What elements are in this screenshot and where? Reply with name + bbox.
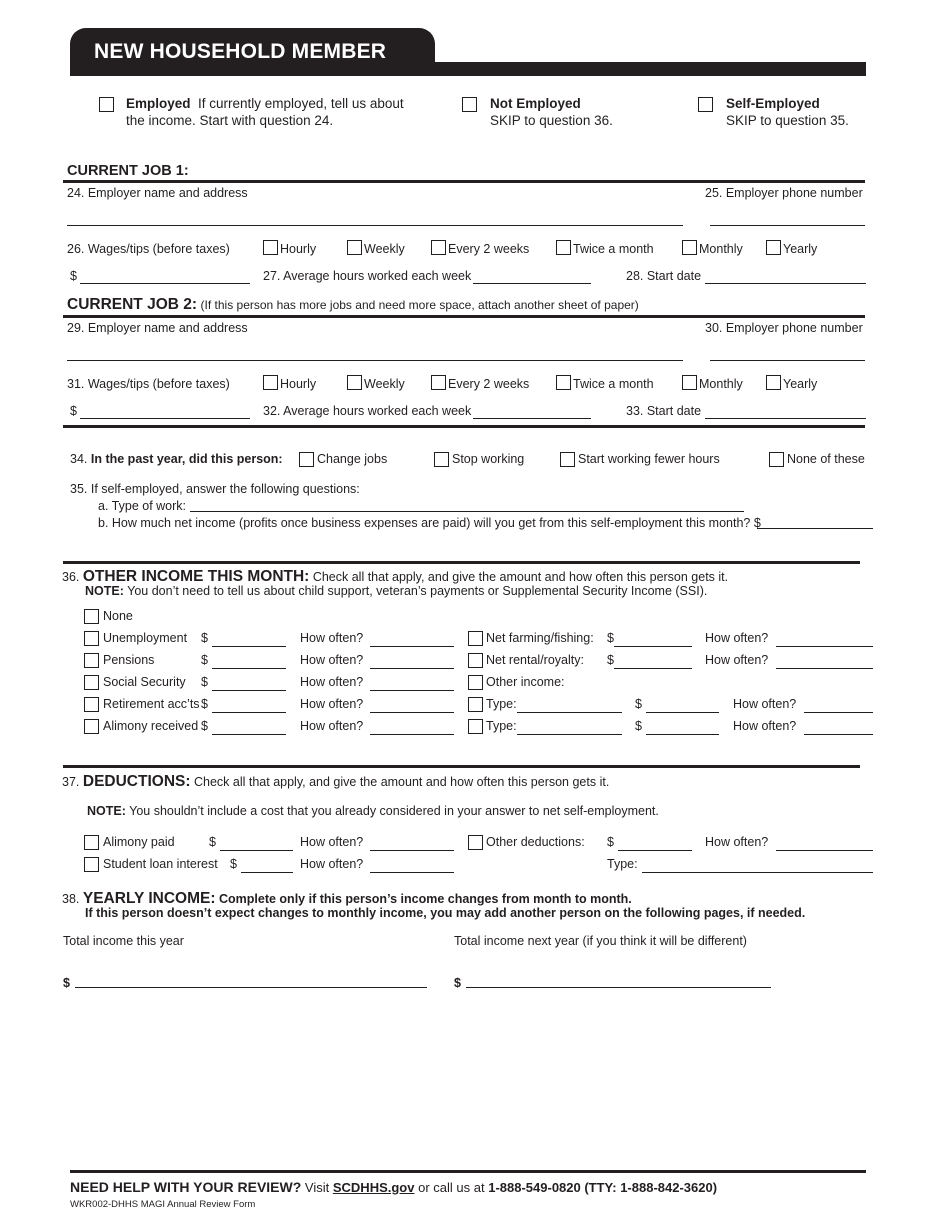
job2-phone-input[interactable] (710, 360, 865, 361)
job2-bottom-rule (63, 425, 865, 428)
footer-visit: Visit (304, 1180, 330, 1195)
q36-social-security-dollar: $ (201, 675, 208, 689)
job1-rule (63, 180, 865, 183)
q36-unemployment-how-often-label: How often? (300, 631, 364, 645)
q38-next-year-label: Total income next year (if you think it will be different) (454, 934, 747, 948)
q36-alimony-received-dollar: $ (201, 719, 208, 733)
q36-alimony-received-amount-input[interactable] (212, 734, 286, 735)
job2-twice-a-month-checkbox[interactable] (556, 375, 571, 390)
q34-label: In the past year, did this person: (90, 452, 283, 466)
q36-num: 36. (62, 570, 80, 584)
q37-student-loan-checkbox[interactable] (84, 857, 99, 872)
job2-wages-input[interactable] (80, 418, 250, 419)
q36-alimony-received-label: Alimony received (103, 719, 199, 733)
q36-net-farming-checkbox[interactable] (468, 631, 483, 646)
footer-help-title: NEED HELP WITH YOUR REVIEW? (70, 1179, 302, 1195)
job2-yearly-checkbox[interactable] (766, 375, 781, 390)
q34-none-label: None of these (787, 452, 865, 466)
q36-other-income-checkbox[interactable] (468, 675, 483, 690)
q36-none-checkbox[interactable] (84, 609, 99, 624)
q37-type-label: Type: (607, 857, 638, 871)
q36-type-1-how-often-input[interactable] (804, 712, 873, 713)
q38-num: 38. (62, 892, 80, 906)
job2-phone-label: 30. Employer phone number (705, 321, 863, 335)
q36-rule (63, 561, 860, 564)
job2-twice-a-month-label: Twice a month (573, 377, 654, 391)
q37-note (87, 804, 659, 819)
job2-title: CURRENT JOB 2: (67, 296, 198, 313)
q36-type-2-how-often-input[interactable] (804, 734, 873, 735)
job2-weekly-label: Weekly (364, 377, 405, 391)
q38-next-year-dollar: $ (454, 976, 461, 990)
job2-employer-input[interactable] (67, 360, 683, 361)
job2-heading (67, 296, 639, 315)
q36-net-farming-amount-input[interactable] (614, 646, 692, 647)
q36-pensions-how-often-input[interactable] (370, 668, 454, 669)
q36-type-2-checkbox[interactable] (468, 719, 483, 734)
q36-unemployment-dollar: $ (201, 631, 208, 645)
q37-rule (63, 765, 860, 768)
q36-type-1-input[interactable] (517, 712, 622, 713)
q36-pensions-dollar: $ (201, 653, 208, 667)
job1-employer-input[interactable] (67, 225, 683, 226)
job1-monthly-checkbox[interactable] (682, 240, 697, 255)
q36-pensions-label: Pensions (103, 653, 155, 667)
q36-type-1-amount-input[interactable] (646, 712, 719, 713)
q36-net-farming-how-often-input[interactable] (776, 646, 873, 647)
q36-net-rental-amount-input[interactable] (614, 668, 692, 669)
self-employed-checkbox[interactable] (698, 97, 713, 112)
q36-social-security-how-often-label: How often? (300, 675, 364, 689)
q36-net-rental-checkbox[interactable] (468, 653, 483, 668)
q37-alimony-checkbox[interactable] (84, 835, 99, 850)
footer-call: or call us at (418, 1180, 485, 1195)
q36-title: OTHER INCOME THIS MONTH: (82, 568, 310, 585)
q38-this-year-input[interactable] (75, 987, 427, 988)
footer-rule (70, 1170, 866, 1173)
q36-retirement-checkbox[interactable] (84, 697, 99, 712)
q36-none-label: None (103, 609, 133, 623)
q36-alimony-received-how-often-input[interactable] (370, 734, 454, 735)
q35a-type-of-work-input[interactable] (190, 511, 744, 512)
q36-alimony-received-checkbox[interactable] (84, 719, 99, 734)
job1-yearly-label: Yearly (783, 242, 818, 256)
q37-student-loan-amount-input[interactable] (241, 872, 293, 873)
job1-weekly-label: Weekly (364, 242, 405, 256)
q37-note-text: You shouldn’t include a cost that you already considered in your answer to net self-employment. (129, 804, 659, 818)
q37-other-how-often-input[interactable] (776, 850, 873, 851)
job1-hourly-checkbox[interactable] (263, 240, 278, 255)
job2-yearly-label: Yearly (783, 377, 818, 391)
q36-net-rental-dollar: $ (607, 653, 614, 667)
header-bar (70, 62, 866, 76)
q36-type-2-amount-input[interactable] (646, 734, 719, 735)
job1-twice-a-month-label: Twice a month (573, 242, 654, 256)
job2-start-input[interactable] (705, 418, 866, 419)
q37-student-loan-how-often-input[interactable] (370, 872, 454, 873)
q35a-label: a. Type of work: (98, 499, 187, 513)
q36-pensions-how-often-label: How often? (300, 653, 364, 667)
q37-type-input[interactable] (642, 872, 873, 873)
q37-alimony-label: Alimony paid (103, 835, 175, 849)
q36-type-2-label: Type: (486, 719, 517, 733)
q36-type-1-how-often-label: How often? (733, 697, 797, 711)
page-title: NEW HOUSEHOLD MEMBER (94, 40, 387, 63)
q38-line2: If this person doesn’t expect changes to monthly income, you may add another person on the following pages, if needed. (85, 906, 806, 920)
q34-change-jobs-checkbox[interactable] (299, 452, 314, 467)
job2-hours-label: 32. Average hours worked each week (263, 404, 472, 418)
job1-dollar-sign: $ (70, 269, 77, 283)
job2-monthly-checkbox[interactable] (682, 375, 697, 390)
q37-num: 37. (62, 775, 80, 789)
q34-none-checkbox[interactable] (769, 452, 784, 467)
footer-form-id: WKR002-DHHS MAGI Annual Review Form (70, 1199, 256, 1210)
job2-hours-input[interactable] (473, 418, 591, 419)
q36-net-farming-dollar: $ (607, 631, 614, 645)
q36-retirement-how-often-label: How often? (300, 697, 364, 711)
employed-checkbox[interactable] (99, 97, 114, 112)
q36-net-rental-how-often-input[interactable] (776, 668, 873, 669)
q38-this-year-dollar: $ (63, 976, 70, 990)
job1-every-2-weeks-checkbox[interactable] (431, 240, 446, 255)
q36-note (85, 584, 707, 599)
employed-option (126, 96, 404, 112)
q36-retirement-how-often-input[interactable] (370, 712, 454, 713)
q37-alimony-how-often-input[interactable] (370, 850, 454, 851)
q36-unemployment-label: Unemployment (103, 631, 188, 645)
footer-phone: 1-888-549-0820 (TTY: 1-888-842-3620) (488, 1180, 718, 1195)
q37-other-how-often-label: How often? (705, 835, 769, 849)
self-employed-text: SKIP to question 35. (726, 113, 849, 128)
job1-every-2-weeks-label: Every 2 weeks (448, 242, 530, 256)
job1-monthly-label: Monthly (699, 242, 743, 256)
job1-hourly-label: Hourly (280, 242, 317, 256)
job2-every-2-weeks-checkbox[interactable] (431, 375, 446, 390)
job1-phone-label: 25. Employer phone number (705, 186, 863, 200)
q34-fewer-hours-label: Start working fewer hours (578, 452, 720, 466)
job1-twice-a-month-checkbox[interactable] (556, 240, 571, 255)
job2-start-label: 33. Start date (626, 404, 702, 418)
employed-text: If currently employed, tell us about (198, 96, 404, 111)
job2-rule (63, 315, 865, 318)
q38-line1: Complete only if this person’s income changes from month to month. (219, 892, 632, 906)
q36-type-2-input[interactable] (517, 734, 622, 735)
not-employed-label: Not Employed (490, 96, 581, 111)
q37-alimony-how-often-label: How often? (300, 835, 364, 849)
not-employed-checkbox[interactable] (462, 97, 477, 112)
q34-stop-working-checkbox[interactable] (434, 452, 449, 467)
q36-retirement-dollar: $ (201, 697, 208, 711)
job1-employer-label: 24. Employer name and address (67, 186, 248, 200)
job1-hours-label: 27. Average hours worked each week (263, 269, 472, 283)
q37-alimony-amount-input[interactable] (220, 850, 293, 851)
job1-hours-input[interactable] (473, 283, 591, 284)
employed-label: Employed (126, 96, 191, 111)
q36-alimony-received-how-often-label: How often? (300, 719, 364, 733)
not-employed-text: SKIP to question 36. (490, 113, 613, 128)
q36-unemployment-amount-input[interactable] (212, 646, 286, 647)
q36-type-1-label: Type: (486, 697, 517, 711)
self-employed-label: Self-Employed (726, 96, 820, 111)
q37-student-loan-dollar: $ (230, 857, 237, 871)
q38-this-year-label: Total income this year (63, 934, 184, 948)
employed-text-2: the income. Start with question 24. (126, 113, 334, 128)
q34-num: 34. (70, 452, 88, 466)
q36-unemployment-checkbox[interactable] (84, 631, 99, 646)
q38-next-year-input[interactable] (466, 987, 771, 988)
q36-note-text: You don’t need to tell us about child support, veteran’s payments or Supplemental Security Income (SSI). (127, 584, 708, 598)
q35b-net-income-input[interactable] (757, 528, 873, 529)
q36-net-rental-label: Net rental/royalty: (486, 653, 584, 667)
q36-type-2-how-often-label: How often? (733, 719, 797, 733)
q34-fewer-hours-checkbox[interactable] (560, 452, 575, 467)
job2-wages-label: 31. Wages/tips (before taxes) (67, 377, 230, 391)
q36-net-farming-how-often-label: How often? (705, 631, 769, 645)
job1-yearly-checkbox[interactable] (766, 240, 781, 255)
q35-label: 35. If self-employed, answer the following questions: (70, 482, 360, 496)
q36-social-security-checkbox[interactable] (84, 675, 99, 690)
q36-type-2-dollar: $ (635, 719, 642, 733)
q37-desc: Check all that apply, and give the amount and how often this person gets it. (194, 775, 610, 789)
job2-weekly-checkbox[interactable] (347, 375, 362, 390)
q36-social-security-label: Social Security (103, 675, 186, 689)
q36-social-security-amount-input[interactable] (212, 690, 286, 691)
q36-net-farming-label: Net farming/fishing: (486, 631, 594, 645)
q36-unemployment-how-often-input[interactable] (370, 646, 454, 647)
q34-stop-working-label: Stop working (452, 452, 525, 466)
job1-start-input[interactable] (705, 283, 866, 284)
q37-title: DEDUCTIONS: (82, 773, 191, 790)
q36-pensions-checkbox[interactable] (84, 653, 99, 668)
q37-other-checkbox[interactable] (468, 835, 483, 850)
footer-site-link[interactable]: SCDHHS.gov (332, 1180, 415, 1195)
job2-dollar-sign: $ (70, 404, 77, 418)
q36-retirement-label: Retirement acc’ts (103, 697, 200, 711)
job2-hourly-checkbox[interactable] (263, 375, 278, 390)
job2-hourly-label: Hourly (280, 377, 317, 391)
q34-question (70, 452, 283, 467)
q36-pensions-amount-input[interactable] (212, 668, 286, 669)
q35b-label: b. How much net income (profits once business expenses are paid) will you get from this self-employment this month? $ (98, 516, 761, 530)
job1-weekly-checkbox[interactable] (347, 240, 362, 255)
q37-alimony-dollar: $ (209, 835, 216, 849)
q36-social-security-how-often-input[interactable] (370, 690, 454, 691)
job2-employer-label: 29. Employer name and address (67, 321, 248, 335)
job2-every-2-weeks-label: Every 2 weeks (448, 377, 530, 391)
job2-monthly-label: Monthly (699, 377, 743, 391)
job1-start-label: 28. Start date (626, 269, 702, 283)
job2-title-note: (If this person has more jobs and need more space, attach another sheet of paper) (200, 298, 639, 312)
q38-title: YEARLY INCOME: (82, 890, 216, 907)
q37-student-loan-label: Student loan interest (103, 857, 218, 871)
job1-wages-input[interactable] (80, 283, 250, 284)
job1-title: CURRENT JOB 1: (67, 163, 189, 179)
q37-heading (62, 773, 609, 792)
q37-other-amount-input[interactable] (618, 850, 692, 851)
q34-change-jobs-label: Change jobs (317, 452, 388, 466)
q37-note-label: NOTE: (87, 804, 126, 818)
q36-note-label: NOTE: (85, 584, 124, 598)
q36-net-rental-how-often-label: How often? (705, 653, 769, 667)
q37-other-dollar: $ (607, 835, 614, 849)
footer-help (70, 1179, 717, 1196)
q37-other-label: Other deductions: (486, 835, 585, 849)
q36-type-1-dollar: $ (635, 697, 642, 711)
job1-phone-input[interactable] (710, 225, 865, 226)
q36-retirement-amount-input[interactable] (212, 712, 286, 713)
q36-desc: Check all that apply, and give the amount and how often this person gets it. (312, 570, 729, 584)
q37-student-loan-how-often-label: How often? (300, 857, 364, 871)
q36-type-1-checkbox[interactable] (468, 697, 483, 712)
job1-wages-label: 26. Wages/tips (before taxes) (67, 242, 230, 256)
q36-other-income-label: Other income: (486, 675, 565, 689)
